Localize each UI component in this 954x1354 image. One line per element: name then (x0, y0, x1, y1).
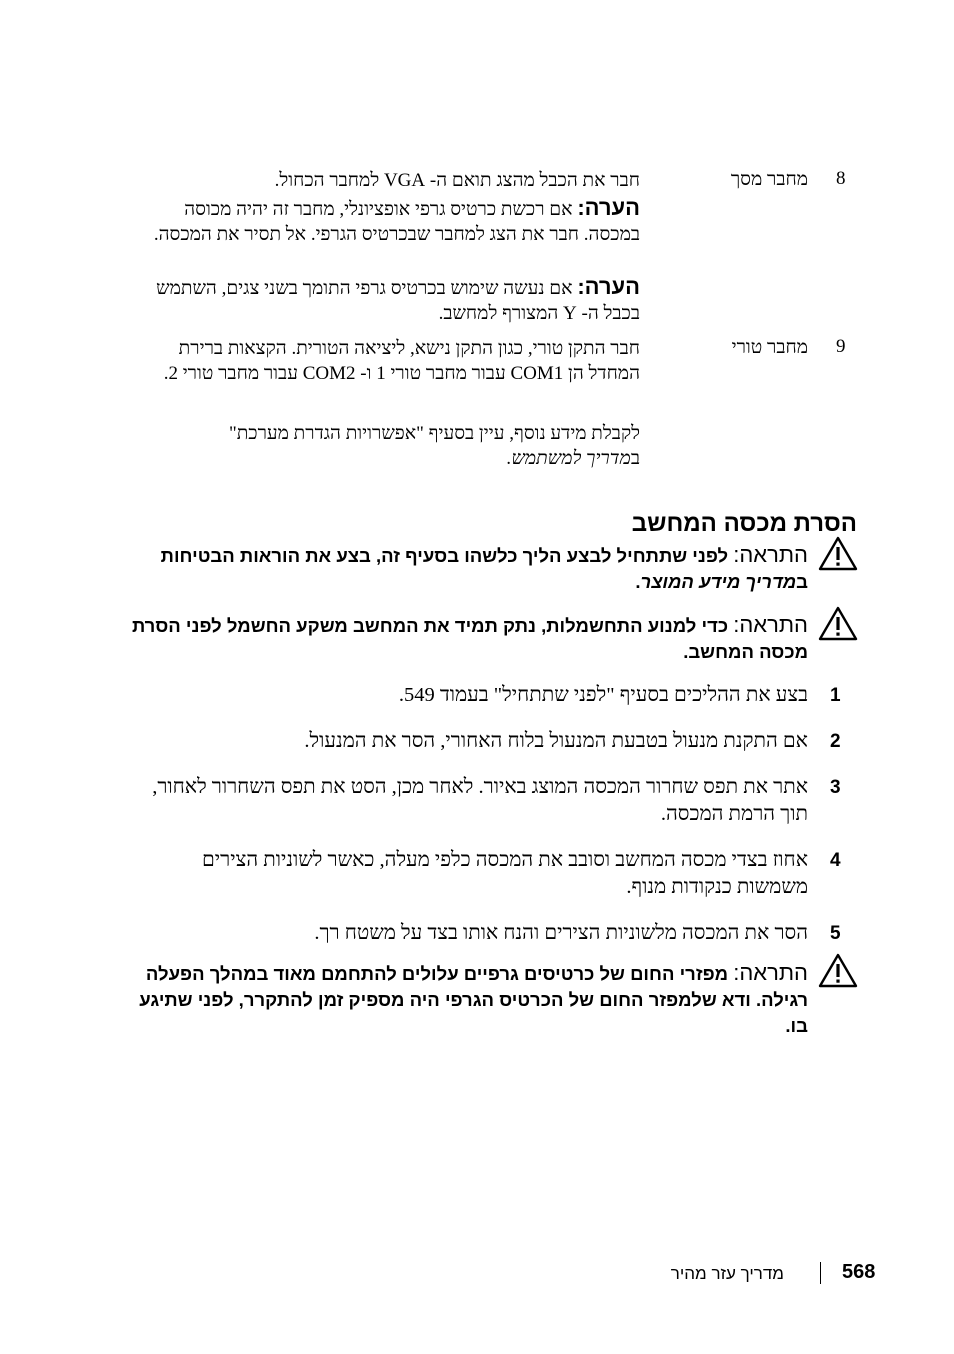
extra-text: לקבלת מידע נוסף, עיין בסעיף "אפשרויות הגדרת מערכת" (228, 423, 640, 444)
page-number: 568 (842, 1261, 876, 1283)
warning-icon (818, 606, 858, 641)
warning (148, 542, 808, 595)
footer-title: מדריך עזר מהיר (670, 1264, 784, 1283)
step-number: 1 (830, 685, 841, 706)
row-extra-info (135, 421, 640, 471)
warning-triangle-icon (818, 536, 858, 571)
warning-icon (818, 536, 858, 571)
extra-italic: מדריך למשתמש. (506, 448, 631, 469)
warning-triangle-icon (818, 953, 858, 988)
warning (128, 612, 808, 665)
warning-text: כדי למנוע התחשמלות, נתק תמיד את המחשב משקע החשמל לפני הסרת מכסה המחשב. (131, 615, 808, 662)
note (140, 195, 640, 247)
warning-triangle-icon (818, 606, 858, 641)
step-text: הסר את המכסה מלשוניות הצירים והנח אותו בצד על משטח רך. (314, 922, 808, 944)
row-description: חבר את הכבל מהצג תואם ה- VGA למחבר הכחול. (274, 170, 640, 191)
footer-divider (820, 1262, 821, 1284)
warning-keyword: התראה: (733, 612, 808, 637)
note-keyword: הערה: (577, 274, 640, 299)
warning-icon (818, 953, 858, 988)
warning-keyword: התראה: (733, 542, 808, 567)
step-number: 2 (830, 731, 841, 752)
warning-italic: מדריך מידע המוצר (640, 571, 797, 592)
row-label: מחבר מסך (730, 169, 808, 190)
row-description: חבר התקן טורי, כגון התקן נישא, ליציאה הטורית. הקצאות ברירת המחדל הן COM1 עבור מחבר טורי 1 ו- COM2 עבור מחבר טורי 2. (163, 338, 640, 384)
warning-tail: . (635, 571, 641, 592)
step-text: בצע את ההליכים בסעיף "לפני שתתחיל" בעמוד 549. (398, 684, 808, 706)
note-keyword: הערה: (577, 195, 640, 220)
step-number: 4 (830, 850, 841, 871)
note-text: אם רכשת כרטיס גרפי אופציונלי, מחבר זה יהיה מכוסה במכסה. חבר את הצג למחבר שבכרטיס הגרפי. אל תסיר את המכסה. (153, 199, 640, 245)
row-number: 8 (836, 168, 846, 189)
step-text: אם התקנת מנעול בטבעת המנעול בלוח האחורי, הסר את המנעול. (304, 730, 808, 752)
warning (128, 960, 808, 1039)
note (140, 274, 640, 326)
row-label: מחבר טורי (731, 337, 808, 358)
step-number: 5 (830, 923, 841, 944)
warning-text: לפני שתתחיל לבצע הליך כלשהו בסעיף זה, בצע את הוראות הבטיחות ב (160, 545, 808, 592)
row-number: 9 (836, 336, 846, 357)
note-text: אם נעשה שימוש בכרטיס גרפי התומך בשני צגים, השתמש בכבל ה- Y המצורף למחשב. (156, 278, 640, 324)
warning-keyword: התראה: (733, 960, 808, 985)
extra-in: ב (630, 448, 640, 469)
step-text: אתר את תפס שחרור המכסה המוצג באיור. לאחר מכן, הסט את תפס השחרור לאחור, תוך הרמת המכסה. (152, 776, 808, 825)
step-text: אחוז בצדי מכסה המחשב וסובב את המכסה כלפי מעלה, כאשר לשוניות הצירים משמשות כנקודות מנוף. (201, 849, 808, 898)
warning-text: מפזרי החום של כרטיסים גרפיים עלולים להתחמם מאוד במהלך הפעלה רגילה. ודא שלמפזר החום של הכרטיס הגרפי היה מספיק זמן להתקרר, לפני שתיגע בו. (139, 963, 808, 1036)
step-number: 3 (830, 777, 841, 798)
section-title: הסרת מכסה המחשב (631, 510, 857, 537)
